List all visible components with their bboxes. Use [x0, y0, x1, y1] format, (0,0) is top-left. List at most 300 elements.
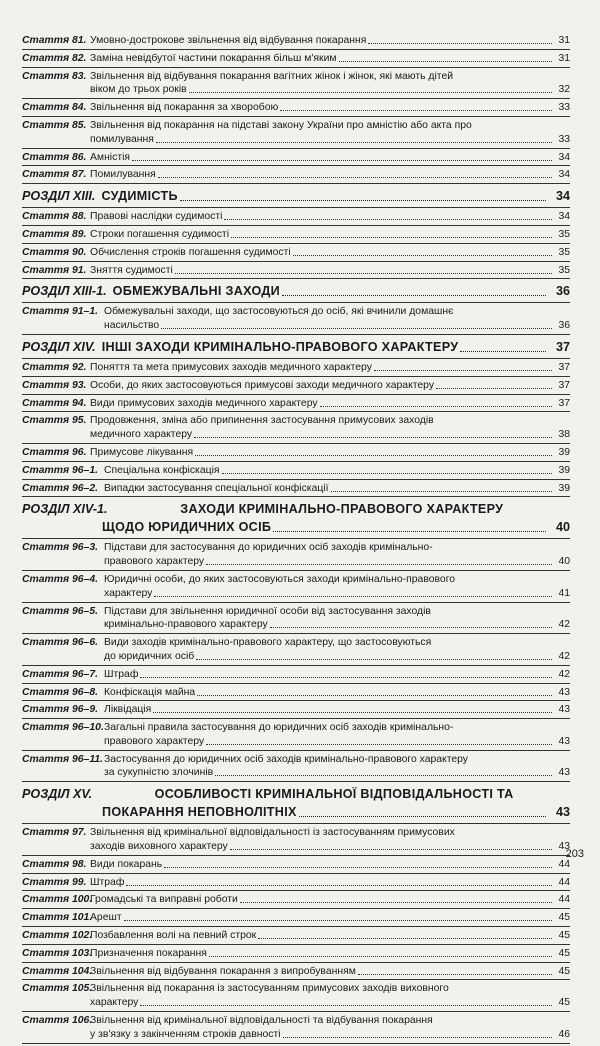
page-ref: 31: [558, 52, 570, 64]
dot-leader: [331, 491, 553, 492]
page-ref: 45: [558, 930, 570, 942]
page-ref: 45: [558, 997, 570, 1009]
section-label: РОЗДІЛ XIII-1.: [22, 284, 107, 299]
divider: [22, 890, 570, 891]
article-label: Стаття 103.: [22, 947, 93, 959]
toc-entry: [22, 858, 570, 871]
toc-entry-body: [104, 541, 570, 554]
divider: [22, 98, 570, 99]
toc-entry-body: [90, 83, 570, 96]
page-ref: 31: [558, 35, 570, 46]
divider: [22, 908, 570, 909]
divider: [22, 926, 570, 927]
dot-leader: [189, 92, 552, 93]
article-title: Спеціальна конфіскація: [104, 464, 220, 476]
page-ref: 38: [558, 429, 570, 441]
section-title: ЗАХОДИ КРИМІНАЛЬНО-ПРАВОВОГО ХАРАКТЕРУ: [180, 502, 504, 517]
toc-entry-body: [90, 151, 570, 164]
section-title: ІНШІ ЗАХОДИ КРИМІНАЛЬНО-ПРАВОВОГО ХАРАКТЕРУ: [101, 339, 459, 354]
toc-entry-body: [90, 446, 570, 459]
article-label: Стаття 96.: [22, 446, 87, 458]
toc-entry-body: [90, 246, 570, 259]
dot-leader: [283, 1037, 552, 1038]
toc-entry: [22, 573, 570, 586]
article-label: Стаття 106.: [22, 1015, 93, 1027]
page-ref: 45: [558, 965, 570, 977]
divider: [22, 207, 570, 208]
article-title: Звільнення від відбування покарання з випробуванням: [90, 965, 356, 977]
table-of-contents: [22, 34, 570, 1046]
toc-entry: [22, 929, 570, 942]
toc-entry-continuation: [22, 83, 570, 96]
article-label: Стаття 96–4.: [22, 573, 99, 585]
section-heading: [22, 189, 570, 204]
page-ref: 39: [558, 464, 570, 476]
section-title: ОСОБЛИВОСТІ КРИМІНАЛЬНОЇ ВІДПОВІДАЛЬНОСТІ ТА: [154, 787, 514, 802]
toc-entry: [22, 636, 570, 649]
page-ref: 40: [558, 556, 570, 568]
toc-entry: [22, 965, 570, 978]
toc-entry-body: [104, 305, 570, 318]
page-ref: 34: [558, 211, 570, 223]
article-title-continued: за сукупністю злочинів: [104, 767, 214, 779]
toc-entry: [22, 210, 570, 223]
toc-entry-body: [90, 361, 570, 374]
page-ref: 45: [558, 912, 570, 924]
toc-entry-body: [104, 735, 570, 748]
page-ref: 44: [558, 876, 570, 888]
toc-entry-body: [90, 826, 570, 839]
article-title: Зняття судимості: [90, 264, 173, 276]
divider: [22, 602, 570, 603]
toc-entry-body: [104, 605, 570, 618]
article-title: Види покарань: [90, 858, 163, 870]
toc-entry-body: [90, 52, 570, 65]
toc-entry-body: [90, 840, 570, 853]
dot-leader: [197, 695, 552, 696]
article-label: Стаття 91–1.: [22, 306, 99, 318]
article-title: Арешт: [90, 912, 122, 924]
divider: [22, 538, 570, 539]
dot-leader: [156, 142, 552, 143]
toc-entry-body: [90, 168, 570, 181]
dot-leader: [282, 295, 546, 296]
article-label: Стаття 96–2.: [22, 482, 99, 494]
toc-entry-body: [104, 319, 570, 332]
toc-entry: [22, 246, 570, 259]
dot-leader: [339, 61, 552, 62]
toc-entry: [22, 414, 570, 427]
page-ref: 34: [555, 189, 570, 204]
article-title: Звільнення від покарання на підставі закону України про амністію або акта про: [90, 119, 472, 131]
article-label: Стаття 98.: [22, 858, 87, 870]
article-label: Стаття 84.: [22, 102, 87, 114]
dot-leader: [222, 473, 553, 474]
article-title: Обмежувальні заходи, що застосовуються до осіб, які вчинили домашнє: [104, 306, 454, 318]
article-title: Обчислення строків погашення судимості: [90, 246, 291, 258]
toc-entry: [22, 482, 570, 495]
dot-leader: [154, 596, 552, 597]
dot-leader: [299, 816, 546, 817]
dot-leader: [320, 406, 552, 407]
article-label: Стаття 83.: [22, 70, 87, 82]
page-ref: 34: [558, 169, 570, 181]
toc-entry-continuation: [22, 650, 570, 663]
article-label: Стаття 97.: [22, 827, 87, 839]
page-ref: 41: [558, 587, 570, 599]
article-title: Примусове лікування: [90, 446, 194, 458]
page-ref: 43: [558, 704, 570, 716]
article-title: Звільнення від покарання за хворобою: [90, 102, 279, 114]
article-label: Стаття 91.: [22, 264, 87, 276]
divider: [22, 823, 570, 824]
article-title-continued: правового характеру: [104, 735, 205, 747]
toc-entry: [22, 826, 570, 839]
toc-entry: [22, 947, 570, 960]
dot-leader: [215, 775, 552, 776]
divider: [22, 165, 570, 166]
article-title: Юридичні особи, до яких застосовуються заходи кримінально-правового: [104, 573, 456, 585]
section-label: РОЗДІЛ XIV-1.: [22, 502, 108, 517]
toc-entry-body: [104, 721, 570, 734]
toc-entry-body: [90, 34, 570, 47]
article-title: Звільнення від кримінальної відповідальності та відбування покарання: [90, 1015, 433, 1027]
toc-entry-body: [90, 982, 570, 995]
toc-entry-body: [104, 753, 570, 766]
section-title-continued: ЩОДО ЮРИДИЧНИХ ОСІБ: [102, 520, 272, 535]
dot-leader: [230, 849, 552, 850]
toc-entry-body: [90, 101, 570, 114]
toc-entry-body: [104, 668, 570, 681]
article-title-continued: насильство: [104, 320, 160, 332]
toc-entry: [22, 982, 570, 995]
article-title: Випадки застосування спеціальної конфіскації: [104, 482, 329, 494]
divider: [22, 979, 570, 980]
toc-entry-body: [90, 210, 570, 223]
page-ref: 32: [558, 84, 570, 96]
divider: [22, 116, 570, 117]
toc-entry: [22, 893, 570, 906]
divider: [22, 1011, 570, 1012]
divider: [22, 781, 570, 782]
toc-entry-body: [104, 482, 570, 495]
toc-entry: [22, 361, 570, 374]
toc-entry-body: [90, 70, 570, 83]
divider: [22, 225, 570, 226]
article-label: Стаття 89.: [22, 228, 87, 240]
section-label: РОЗДІЛ XV.: [22, 787, 93, 802]
toc-entry: [22, 397, 570, 410]
section-heading-continuation: [22, 805, 570, 820]
article-label: Стаття 102.: [22, 930, 93, 942]
page-ref: 37: [555, 339, 570, 354]
dot-leader: [140, 677, 552, 678]
article-title: Звільнення від покарання із застосуванням примусових заходів виховного: [90, 983, 449, 995]
toc-entry: [22, 605, 570, 618]
divider: [22, 873, 570, 874]
article-title: Поняття та мета примусових заходів медичного характеру: [90, 361, 372, 373]
article-title: Звільнення від кримінальної відповідальності із застосуванням примусових: [90, 827, 455, 839]
page-ref: 43: [558, 735, 570, 747]
toc-entry: [22, 34, 570, 47]
divider: [22, 750, 570, 751]
toc-entry-body: [90, 414, 570, 427]
toc-entry-body: [104, 766, 570, 779]
toc-entry-continuation: [22, 555, 570, 568]
article-label: Стаття 96–9.: [22, 704, 99, 716]
divider: [22, 496, 570, 497]
toc-entry-body: [104, 587, 570, 600]
page-ref: 35: [558, 228, 570, 240]
dot-leader: [358, 974, 552, 975]
page-ref: 33: [558, 102, 570, 114]
article-label: Стаття 95.: [22, 415, 87, 427]
article-title-continued: характеру: [90, 997, 139, 1009]
article-title: Підстави для звільнення юридичної особи від застосування заходів: [104, 605, 431, 617]
article-title: Особи, до яких застосовуються примусові заходи медичного характеру: [90, 379, 435, 391]
article-title-continued: віком до трьох років: [90, 84, 187, 96]
dot-leader: [140, 1005, 552, 1006]
toc-entry-body: [90, 929, 570, 942]
section-label: РОЗДІЛ XIII.: [22, 189, 96, 204]
toc-entry: [22, 305, 570, 318]
article-title: Призначення покарання: [90, 947, 207, 959]
page-ref: 35: [558, 246, 570, 258]
dot-leader: [206, 564, 552, 565]
article-label: Стаття 96–5.: [22, 605, 99, 617]
divider: [22, 443, 570, 444]
article-label: Стаття 101.: [22, 912, 93, 924]
article-title: Позбавлення волі на певний строк: [90, 930, 257, 942]
article-label: Стаття 86.: [22, 151, 87, 163]
section-title: ОБМЕЖУВАЛЬНІ ЗАХОДИ: [112, 284, 281, 299]
toc-entry-body: [104, 464, 570, 477]
divider: [22, 243, 570, 244]
article-label: Стаття 82.: [22, 52, 87, 64]
divider: [22, 633, 570, 634]
toc-entry-body: [90, 876, 570, 889]
dot-leader: [164, 867, 552, 868]
toc-entry: [22, 379, 570, 392]
article-title: Амністія: [90, 151, 131, 163]
divider: [22, 358, 570, 359]
toc-entry-body: [90, 1028, 570, 1041]
dot-leader: [175, 273, 552, 274]
toc-entry-body: [90, 133, 570, 146]
divider: [22, 1043, 570, 1044]
section-title-continued: ПОКАРАННЯ НЕПОВНОЛІТНІХ: [102, 805, 297, 820]
toc-entry-continuation: [22, 587, 570, 600]
divider: [22, 479, 570, 480]
divider: [22, 49, 570, 50]
toc-entry-body: [90, 858, 570, 871]
article-title: Строки погашення судимості: [90, 228, 230, 240]
toc-entry-body: [104, 650, 570, 663]
toc-entry-continuation: [22, 133, 570, 146]
divider: [22, 944, 570, 945]
toc-entry: [22, 876, 570, 889]
section-label: РОЗДІЛ XIV.: [22, 339, 96, 354]
divider: [22, 718, 570, 719]
divider: [22, 261, 570, 262]
toc-entry-continuation: [22, 735, 570, 748]
divider: [22, 278, 570, 279]
article-label: Стаття 90.: [22, 246, 87, 258]
divider: [22, 67, 570, 68]
dot-leader: [153, 712, 552, 713]
dot-leader: [132, 160, 552, 161]
dot-leader: [460, 351, 546, 352]
article-title: Види примусових заходів медичного характеру: [90, 397, 318, 409]
toc-entry: [22, 721, 570, 734]
article-label: Стаття 96–3.: [22, 542, 99, 554]
toc-entry: [22, 1014, 570, 1027]
divider: [22, 302, 570, 303]
page-ref: 39: [558, 482, 570, 494]
dot-leader: [436, 388, 552, 389]
article-title: Помилування: [90, 169, 156, 181]
page-ref: 42: [558, 668, 570, 680]
page-ref: 40: [555, 520, 570, 535]
toc-entry-body: [90, 965, 570, 978]
article-title: Громадські та виправні роботи: [90, 894, 238, 906]
dot-leader: [280, 110, 552, 111]
page-ref: 37: [558, 379, 570, 391]
page-ref: 43: [558, 767, 570, 779]
page-ref: 37: [558, 397, 570, 409]
article-label: Стаття 81.: [22, 35, 87, 46]
article-label: Стаття 94.: [22, 397, 87, 409]
page-ref: 44: [558, 894, 570, 906]
article-title: Підстави для застосування до юридичних осіб заходів кримінально-: [104, 542, 433, 554]
page-ref: 45: [558, 947, 570, 959]
divider: [22, 700, 570, 701]
toc-entry: [22, 228, 570, 241]
dot-leader: [240, 902, 552, 903]
article-label: Стаття 100.: [22, 894, 93, 906]
article-title: Види заходів кримінально-правового характеру, що застосовуються: [104, 637, 432, 649]
toc-entry: [22, 686, 570, 699]
divider: [22, 183, 570, 184]
toc-entry: [22, 52, 570, 65]
dot-leader: [180, 200, 546, 201]
toc-entry-body: [90, 428, 570, 441]
section-heading-continuation: [22, 520, 570, 535]
toc-entry-continuation: [22, 840, 570, 853]
toc-entry-body: [90, 893, 570, 906]
article-title-continued: кримінально-правового характеру: [104, 619, 268, 631]
article-label: Стаття 96–11.: [22, 753, 104, 765]
toc-entry: [22, 446, 570, 459]
article-title-continued: до юридичних осіб: [104, 650, 195, 662]
page-number: 203: [565, 848, 584, 860]
toc-entry-body: [104, 573, 570, 586]
toc-entry-body: [90, 947, 570, 960]
divider: [22, 376, 570, 377]
dot-leader: [196, 659, 552, 660]
dot-leader: [273, 531, 546, 532]
toc-entry-body: [104, 636, 570, 649]
page-ref: 44: [558, 858, 570, 870]
dot-leader: [368, 43, 552, 44]
toc-entry-body: [104, 618, 570, 631]
toc-entry-body: [90, 264, 570, 277]
article-title: Продовження, зміна або припинення застосування примусових заходів: [90, 415, 434, 427]
toc-entry-body: [90, 911, 570, 924]
article-label: Стаття 87.: [22, 169, 87, 181]
divider: [22, 855, 570, 856]
toc-entry-body: [90, 119, 570, 132]
article-title-continued: заходів виховного характеру: [90, 841, 228, 853]
toc-entry: [22, 151, 570, 164]
page-ref: 43: [558, 841, 570, 853]
article-title: Умовно-дострокове звільнення від відбування покарання: [90, 35, 367, 46]
dot-leader: [206, 744, 552, 745]
toc-entry: [22, 668, 570, 681]
dot-leader: [293, 255, 552, 256]
dot-leader: [209, 956, 552, 957]
section-title: СУДИМІСТЬ: [101, 189, 178, 204]
toc-entry: [22, 70, 570, 83]
page-ref: 35: [558, 264, 570, 276]
article-title: Конфіскація майна: [104, 686, 196, 698]
toc-entry-continuation: [22, 1028, 570, 1041]
toc-entry-continuation: [22, 618, 570, 631]
page-ref: 43: [555, 805, 570, 820]
toc-entry-continuation: [22, 428, 570, 441]
article-label: Стаття 105.: [22, 983, 93, 995]
dot-leader: [224, 219, 552, 220]
article-label: Стаття 93.: [22, 379, 87, 391]
article-label: Стаття 96–6.: [22, 637, 99, 649]
page-ref: 43: [558, 686, 570, 698]
article-title: Штраф: [104, 668, 139, 680]
dot-leader: [124, 920, 552, 921]
dot-leader: [126, 885, 552, 886]
dot-leader: [158, 177, 552, 178]
toc-entry: [22, 101, 570, 114]
dot-leader: [374, 370, 552, 371]
toc-entry: [22, 541, 570, 554]
article-label: Стаття 96–8.: [22, 686, 99, 698]
toc-entry-body: [104, 686, 570, 699]
divider: [22, 334, 570, 335]
toc-entry-body: [90, 1014, 570, 1027]
divider: [22, 683, 570, 684]
page-ref: 37: [558, 361, 570, 373]
divider: [22, 411, 570, 412]
article-title-continued: характеру: [104, 587, 153, 599]
dot-leader: [195, 455, 552, 456]
toc-entry: [22, 168, 570, 181]
toc-entry-body: [90, 228, 570, 241]
divider: [22, 148, 570, 149]
divider: [22, 665, 570, 666]
divider: [22, 394, 570, 395]
dot-leader: [270, 627, 552, 628]
toc-entry: [22, 753, 570, 766]
article-label: Стаття 96–10.: [22, 722, 104, 734]
toc-entry-continuation: [22, 996, 570, 1009]
page-ref: 36: [558, 320, 570, 332]
divider: [22, 962, 570, 963]
toc-entry-body: [90, 996, 570, 1009]
article-title-continued: у зв'язку з закінченням строків давності: [90, 1028, 281, 1040]
page-ref: 39: [558, 446, 570, 458]
divider: [22, 461, 570, 462]
article-label: Стаття 92.: [22, 361, 87, 373]
toc-entry: [22, 264, 570, 277]
